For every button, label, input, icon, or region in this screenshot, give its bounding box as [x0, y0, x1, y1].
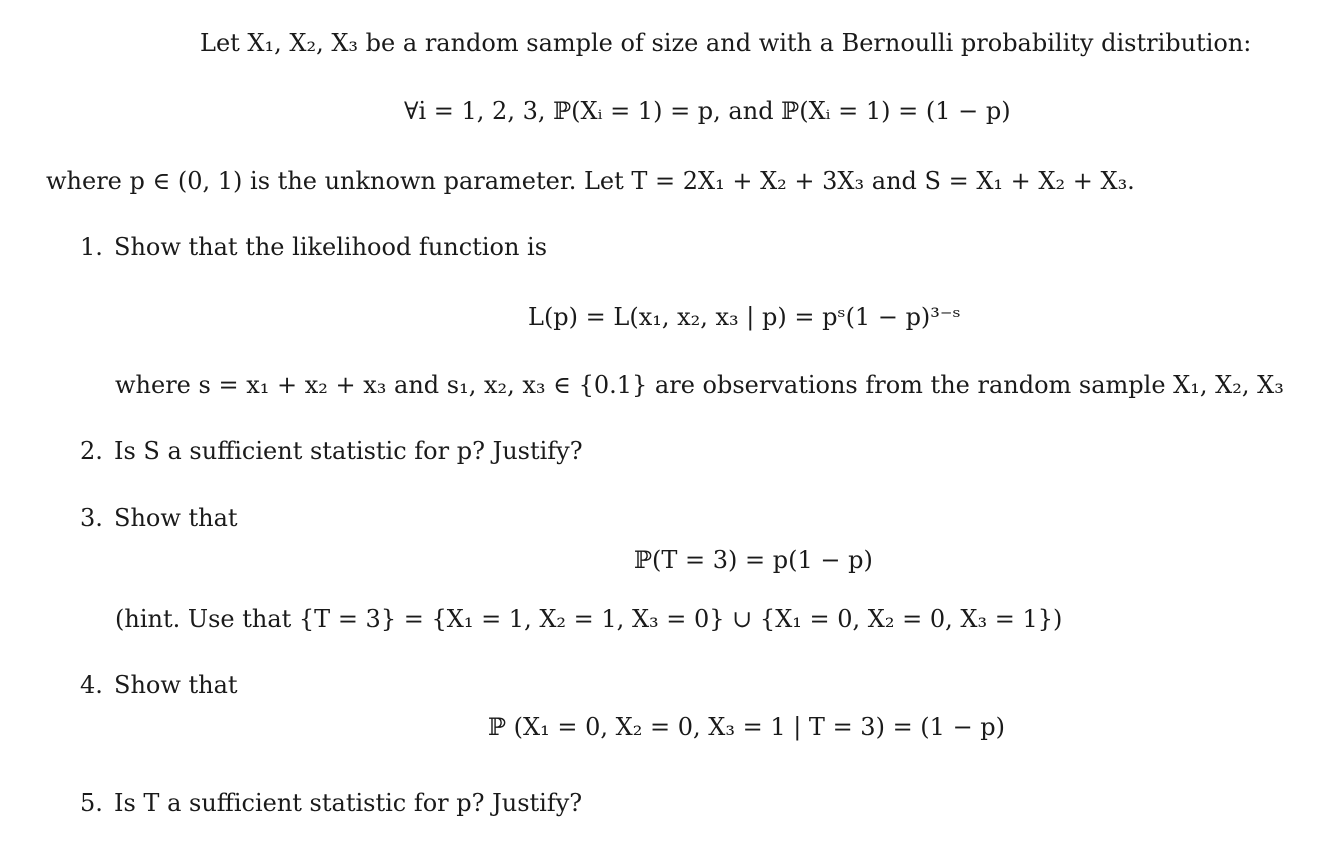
list-item-5 — [80, 788, 582, 818]
list-item-text: Is T a sufficient statistic for p? Justify? — [114, 789, 583, 817]
list-item-number: 5. — [80, 789, 103, 817]
list-item-text: Show that the likelihood function is — [114, 233, 548, 261]
intro-line-1: Let X₁, X₂, X₃ be a random sample of size and with a Bernoulli probability distribution: — [200, 29, 1252, 57]
list-item-number: 1. — [80, 233, 103, 261]
list-item-1 — [80, 232, 547, 262]
list-item-text: Show that — [114, 671, 238, 699]
list-item-4 — [80, 670, 238, 700]
item-3-hint: (hint. Use that {T = 3} = {X₁ = 1, X₂ = 1, X₃ = 0} ∪ {X₁ = 0, X₂ = 0, X₃ = 1}) — [115, 605, 1063, 633]
list-item-text: Show that — [114, 504, 238, 532]
display-equation-likelihood: L(p) = L(x₁, x₂, x₃ | p) = pˢ(1 − p)³⁻ˢ — [528, 303, 961, 331]
display-equation-bernoulli: ∀i = 1, 2, 3, ℙ(Xᵢ = 1) = p, and ℙ(Xᵢ = 1) = (1 − p) — [404, 97, 1011, 125]
display-equation-conditional: ℙ (X₁ = 0, X₂ = 0, X₃ = 1 | T = 3) = (1 − p) — [488, 713, 1006, 741]
list-item-2 — [80, 436, 583, 466]
display-equation-prob-t3: ℙ(T = 3) = p(1 − p) — [634, 546, 873, 574]
item-1-explanation: where s = x₁ + x₂ + x₃ and s₁, x₂, x₃ ∈ {0.1} are observations from the random sample X₁, X₂, X₃ — [115, 371, 1284, 399]
list-item-number: 2. — [80, 437, 103, 465]
intro-line-2: where p ∈ (0, 1) is the unknown parameter. Let T = 2X₁ + X₂ + 3X₃ and S = X₁ + X₂ + X₃. — [46, 167, 1135, 195]
list-item-number: 3. — [80, 504, 103, 532]
list-item-text: Is S a sufficient statistic for p? Justify? — [114, 437, 583, 465]
list-item-3 — [80, 503, 238, 533]
list-item-number: 4. — [80, 671, 103, 699]
